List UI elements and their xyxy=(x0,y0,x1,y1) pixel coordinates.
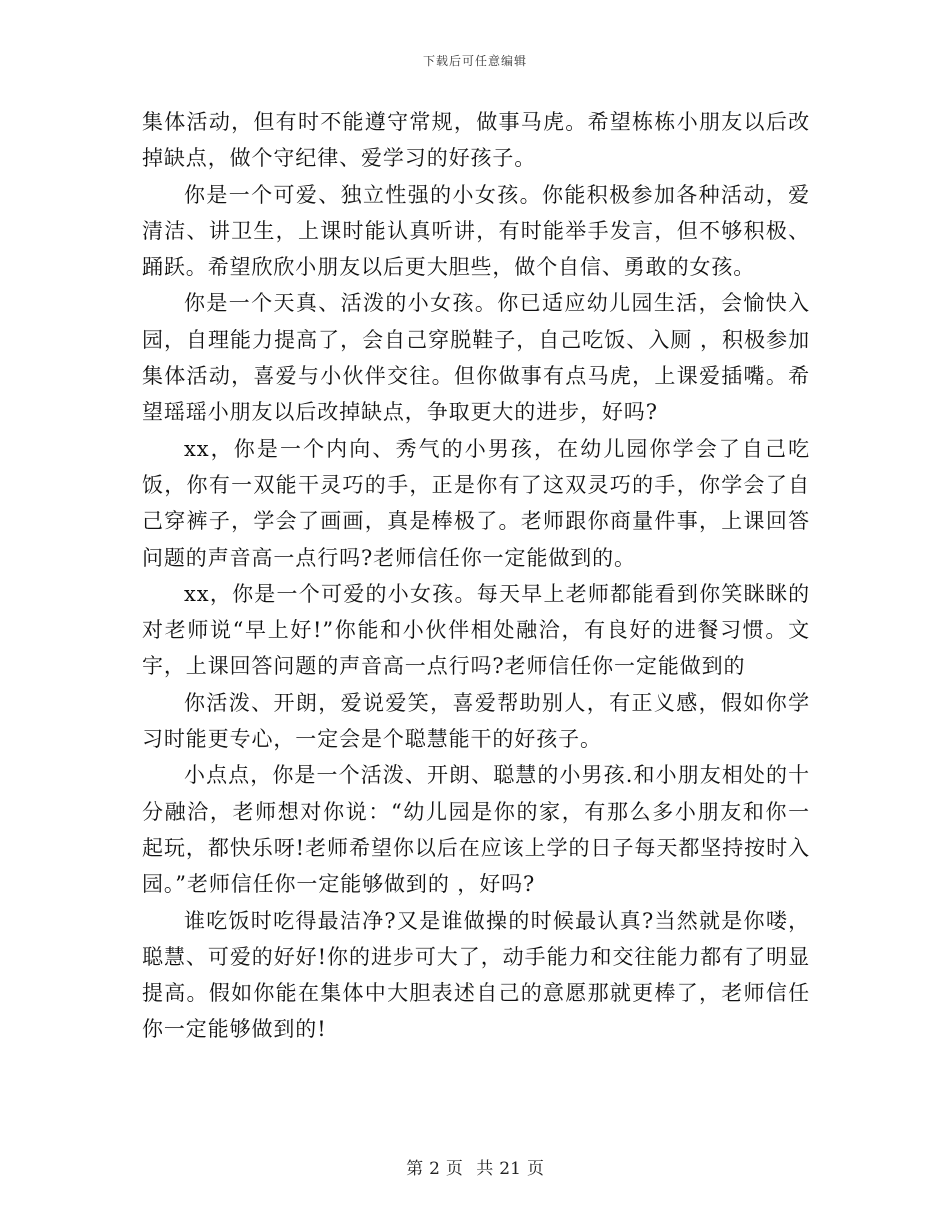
footer-total-pages: 21 xyxy=(499,1159,521,1179)
footer-prefix: 第 xyxy=(406,1159,424,1179)
page-header: 下载后可任意编辑 xyxy=(422,54,527,68)
page-footer xyxy=(0,1154,950,1179)
paragraph-8: 谁吃饭时吃得最洁净?又是谁做操的时候最认真?当然就是你喽，聪慧、可爱的好好!你的进步可大了，动手能力和交往能力都有了明显提高。假如你能在集体中大胆表述自己的意愿那就更棒了，老师信任你一定能够做到的! xyxy=(142,908,810,1042)
footer-suffix: 页 xyxy=(526,1159,544,1179)
paragraph-2: 你是一个可爱、独立性强的小女孩。你能积极参加各种活动，爱清洁、讲卫生，上课时能认真听讲，有时能举手发言，但不够积极、踊跃。希望欣欣小朋友以后更大胆些，做个自信、勇敢的女孩。 xyxy=(142,182,810,280)
footer-current-page: 2 xyxy=(429,1159,440,1179)
paragraph-7: 小点点，你是一个活泼、开朗、聪慧的小男孩.和小朋友相处的十分融洽，老师想对你说：“幼儿园是你的家，有那么多小朋友和你一起玩，都快乐呀!老师希望你以后在应该上学的日子每天都坚持按时入园。”老师信任你一定能够做到的 ，好吗? xyxy=(142,763,810,897)
paragraph-4: xx，你是一个内向、秀气的小男孩，在幼儿园你学会了自己吃饭，你有一双能干灵巧的手，正是你有了这双灵巧的手，你学会了自己穿裤子，学会了画画，真是棒极了。老师跟你商量件事，上课回答问题的声音高一点行吗?老师信任你一定能做到的。 xyxy=(142,436,810,570)
document-body xyxy=(142,104,810,1048)
paragraph-5: xx，你是一个可爱的小女孩。每天早上老师都能看到你笑眯眯的对老师说“早上好!”你能和小伙伴相处融洽，有良好的进餐习惯。文宇，上课回答问题的声音高一点行吗?老师信任你一定能做到的 xyxy=(142,581,810,679)
paragraph-3: 你是一个天真、活泼的小女孩。你已适应幼儿园生活，会愉快入园，自理能力提高了，会自己穿脱鞋子，自己吃饭、入厕 ，积极参加集体活动，喜爱与小伙伴交往。但你做事有点马虎，上课爱插嘴。希望瑶瑶小朋友以后改掉缺点，争取更大的进步，好吗? xyxy=(142,291,810,425)
paragraph-1: 集体活动，但有时不能遵守常规，做事马虎。希望栋栋小朋友以后改掉缺点，做个守纪律、爱学习的好孩子。 xyxy=(142,110,810,171)
footer-middle: 页 共 xyxy=(445,1159,494,1179)
paragraph-6: 你活泼、开朗，爱说爱笑，喜爱帮助别人，有正义感，假如你学习时能更专心，一定会是个聪慧能干的好孩子。 xyxy=(142,690,810,752)
